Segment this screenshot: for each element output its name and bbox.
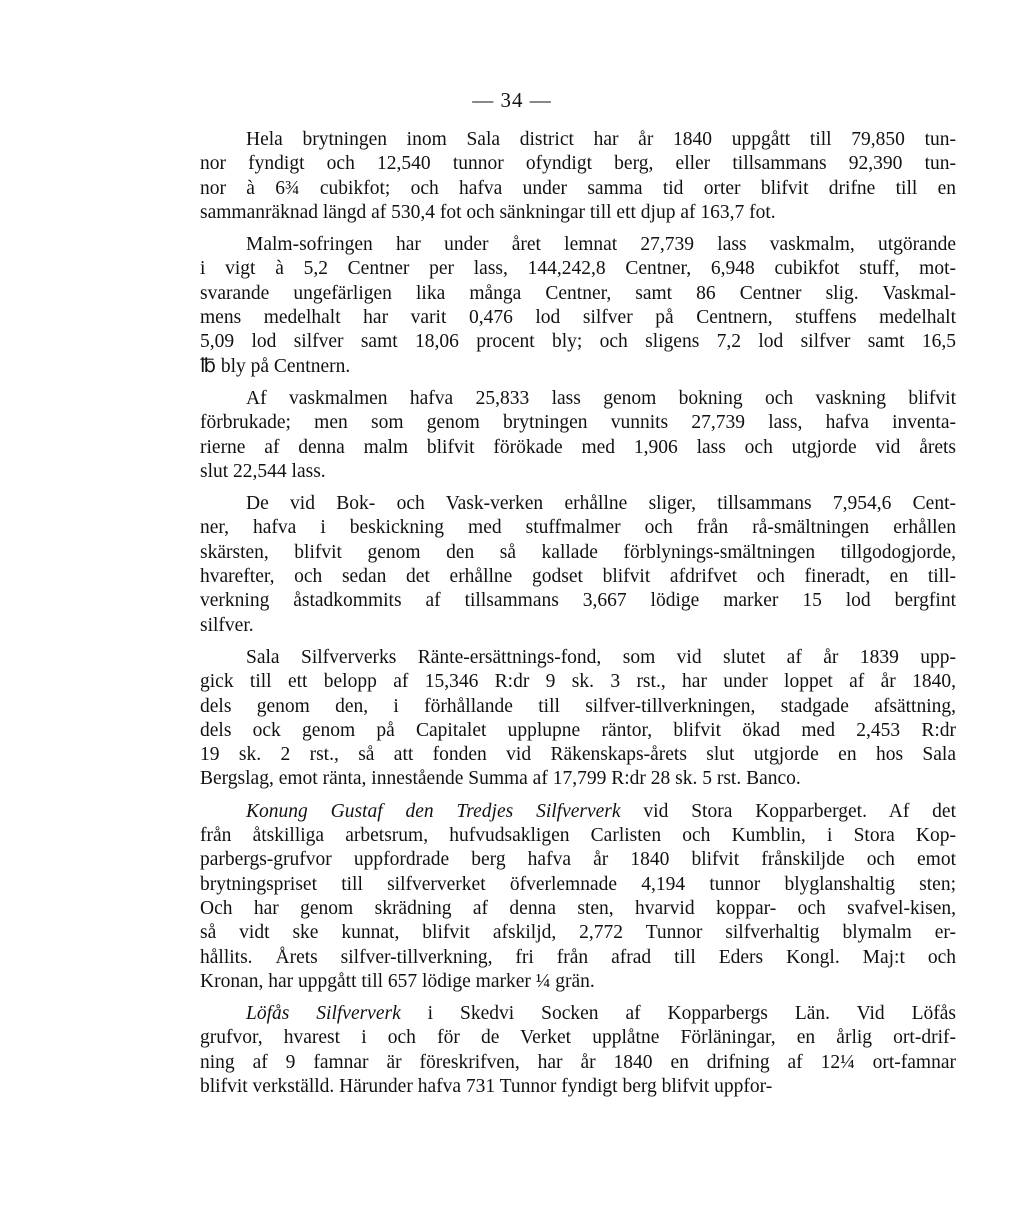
text-line: gick till ett belopp af 15,346 R:dr 9 sk. 3 rst., har under loppet af år 1840,	[200, 671, 956, 693]
text-line: förbrukade; men som genom brytningen vunnits 27,739 lass, hafva inventa-	[200, 412, 956, 434]
text-line: Af vaskmalmen hafva 25,833 lass genom bokning och vaskning blifvit	[246, 387, 956, 409]
text-line: nor fyndigt och 12,540 tunnor ofyndigt berg, eller tillsammans 92,390 tun-	[200, 153, 956, 175]
italic-heading: Löfås Silfververk	[246, 1003, 401, 1025]
text-line: grufvor, hvarest i och för de Verket upplåtne Förläningar, en årlig ort-drif-	[200, 1027, 956, 1049]
paragraph	[200, 800, 956, 994]
text-line: skärsten, blifvit genom den så kallade förblynings-smältningen tillgodogjorde,	[200, 541, 956, 563]
text-line: Bergslag, emot ränta, innestående Summa af 17,799 R:dr 28 sk. 5 rst. Banco.	[200, 768, 801, 790]
paragraph	[200, 233, 956, 379]
text-line: brytningspriset till silfververket öfverlemnade 4,194 tunnor blyglanshaltig sten;	[200, 873, 956, 895]
text-line: ℔ bly på Centnern.	[200, 355, 351, 377]
text-line: slut 22,544 lass.	[200, 460, 326, 482]
italic-heading: Konung Gustaf den Tredjes Silfververk	[246, 800, 621, 822]
text-line: mens medelhalt har varit 0,476 lod silfver på Centnern, stuffens medelhalt	[200, 307, 956, 329]
text-line: silfver.	[200, 614, 254, 636]
text-line: Kronan, har uppgått till 657 lödige marker ¼ grän.	[200, 970, 595, 992]
text-line: verkning åstadkommits af tillsammans 3,667 lödige marker 15 lod bergfint	[200, 590, 956, 612]
text-line: Hela brytningen inom Sala district har år 1840 uppgått till 79,850 tun-	[246, 129, 956, 150]
paragraph	[200, 646, 956, 792]
paragraph	[200, 492, 956, 638]
text-line: så vidt ske kunnat, blifvit afskiljd, 2,772 Tunnor silfverhaltig blymalm er-	[200, 922, 956, 944]
text-line: i vigt à 5,2 Centner per lass, 144,242,8 Centner, 6,948 cubikfot stuff, mot-	[200, 258, 956, 280]
text-line: Och har genom skrädning af denna sten, hvarvid koppar- och svafvel-kisen,	[200, 897, 956, 919]
text-line: sammanräknad längd af 530,4 fot och sänkningar till ett djup af 163,7 fot.	[200, 201, 776, 223]
body-text	[200, 128, 956, 1107]
text-line: De vid Bok- och Vask-verken erhållne sliger, tillsammans 7,954,6 Cent-	[246, 493, 956, 515]
text-line: nor à 6¾ cubikfot; och hafva under samma tid orter blifvit drifne till en	[200, 177, 956, 199]
text-line: dels genom den, i förhållande till silfver-tillverkningen, stadgade afsättning,	[200, 695, 956, 717]
paragraph	[200, 387, 956, 484]
paragraph	[200, 128, 956, 225]
text-line: från åtskilliga arbetsrum, hufvudsakligen Carlisten och Kumblin, i Stora Kop-	[200, 825, 956, 847]
text-line: 5,09 lod silfver samt 18,06 procent bly; och sligens 7,2 lod silfver samt 16,5	[200, 331, 956, 353]
text-line: svarande ungefärligen lika många Centner, samt 86 Centner slig. Vaskmal-	[200, 282, 956, 304]
text-line: Sala Silfververks Ränte-ersättnings-fond, som vid slutet af år 1839 upp-	[246, 646, 956, 668]
text-line: parbergs-grufvor uppfordrade berg hafva år 1840 blifvit frånskiljde och emot	[200, 849, 956, 871]
text-line: hvarefter, och sedan det erhållne godset blifvit afdrifvet och fineradt, en till-	[200, 566, 956, 588]
page-number: — 34 —	[472, 88, 552, 112]
text-line: ner, hafva i beskickning med stuffmalmer och från rå-smältningen erhållen	[200, 517, 956, 539]
text-line: Löfås Silfververk i Skedvi Socken af Kopparbergs Län. Vid Löfås	[246, 1003, 957, 1025]
text-line: blifvit verkställd. Härunder hafva 731 Tunnor fyndigt berg blifvit uppfor-	[200, 1075, 773, 1097]
paragraph	[200, 1002, 956, 1099]
text-line: hållits. Årets silfver-tillverkning, fri från afrad till Eders Kongl. Maj:t och	[200, 946, 956, 968]
text-line: rierne af denna malm blifvit förökade med 1,906 lass och utgjorde vid årets	[200, 436, 956, 458]
text-line: ning af 9 famnar är föreskrifven, har år 1840 en drifning af 12¼ ort-famnar	[200, 1051, 956, 1073]
text-line: Malm-sofringen har under året lemnat 27,739 lass vaskmalm, utgörande	[246, 234, 956, 256]
text-line: Konung Gustaf den Tredjes Silfververk vid Stora Kopparberget. Af det	[246, 800, 956, 822]
text-line: 19 sk. 2 rst., så att fonden vid Räkenskaps-årets slut utgjorde en hos Sala	[200, 744, 956, 766]
text-line: dels ock genom på Capitalet upplupne räntor, blifvit ökad med 2,453 R:dr	[200, 719, 956, 741]
